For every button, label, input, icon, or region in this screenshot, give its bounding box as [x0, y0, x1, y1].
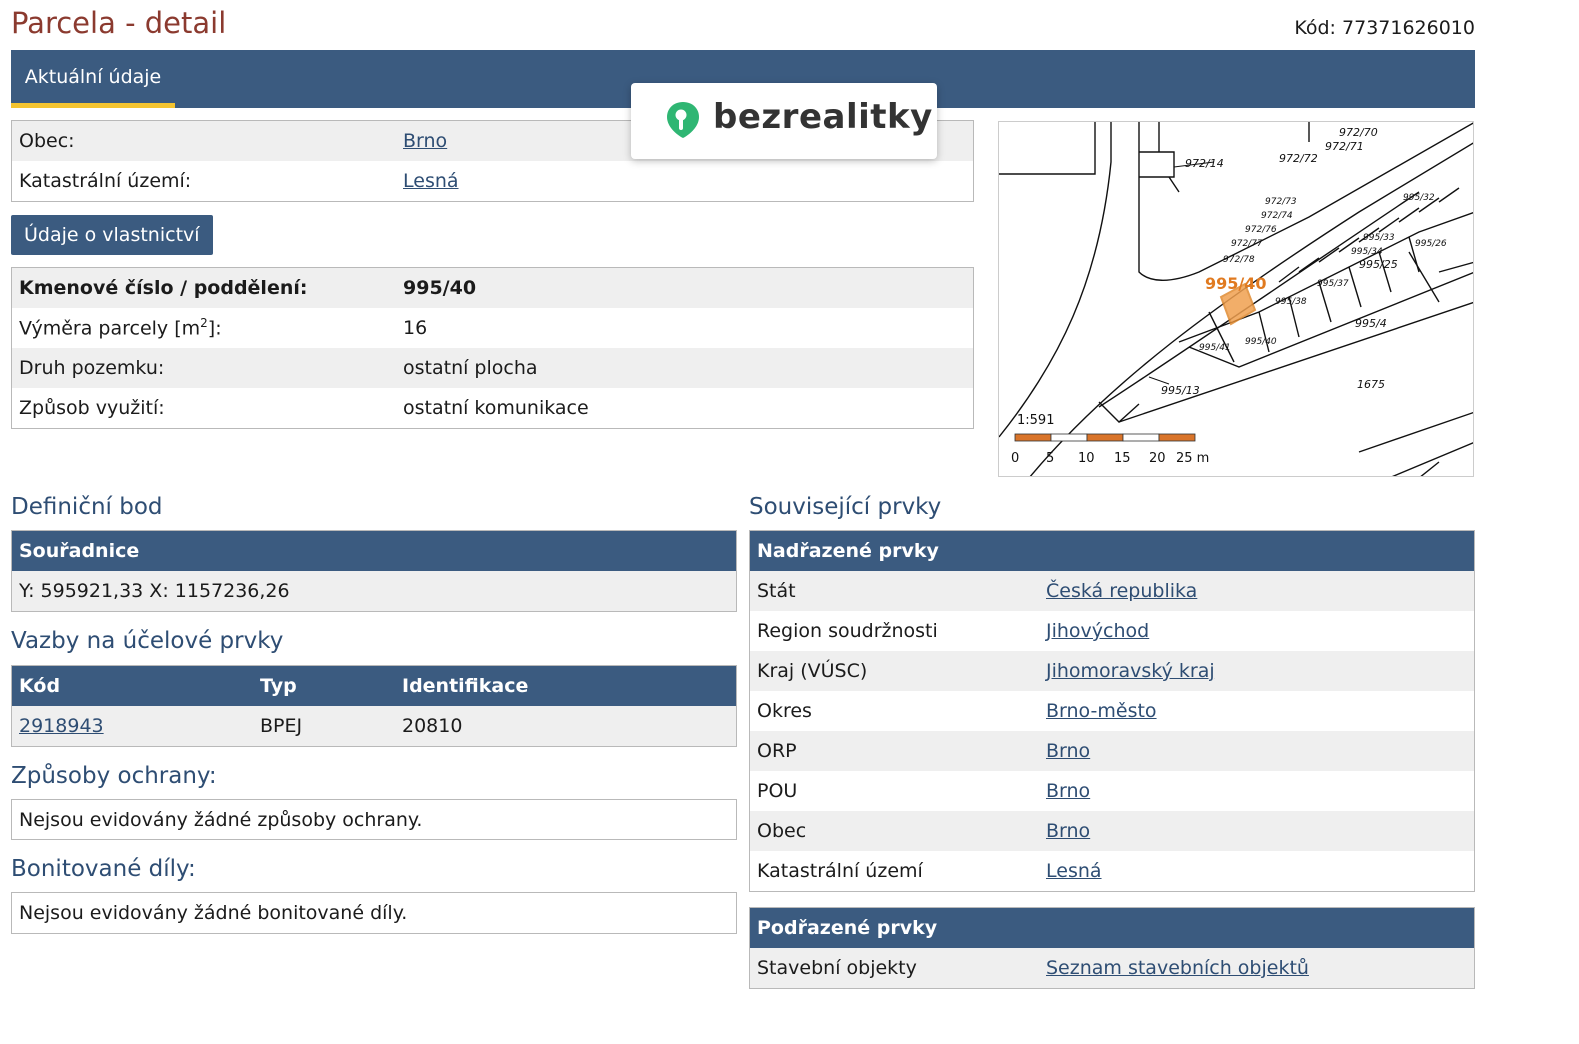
- location-label: Obec:: [12, 121, 396, 161]
- map-label: 995/13: [1161, 384, 1200, 397]
- parent-link[interactable]: Brno-město: [1046, 700, 1157, 722]
- map-label: 972/71: [1325, 140, 1364, 153]
- map-label: 972/73: [1265, 197, 1297, 207]
- table-row: [750, 731, 1474, 771]
- table-row: [750, 851, 1474, 891]
- parent-link[interactable]: Jihovýchod: [1046, 620, 1150, 642]
- logo-text: bezrealitky: [713, 97, 933, 137]
- map-label: 972/14: [1185, 157, 1224, 170]
- cadastral-area-link[interactable]: Lesná: [403, 170, 459, 192]
- table-row: [750, 811, 1474, 851]
- parent-elements-table: [749, 530, 1475, 892]
- code-label: Kód:: [1294, 17, 1336, 39]
- map-label: 995/26: [1415, 239, 1447, 249]
- related-heading: Související prvky: [749, 494, 942, 520]
- map-label: 995/38: [1275, 297, 1307, 307]
- land-use-value: ostatní komunikace: [396, 388, 973, 428]
- table-row: [12, 348, 973, 388]
- scale-tick: 20: [1149, 451, 1166, 466]
- bonit-heading: Bonitované díly:: [11, 856, 196, 882]
- parent-link[interactable]: Česká republika: [1046, 580, 1198, 602]
- table-row: [12, 308, 973, 348]
- table-row: [750, 571, 1474, 611]
- land-type-value: ostatní plocha: [396, 348, 973, 388]
- parcel-code: [1290, 17, 1475, 39]
- map-label: 995/25: [1359, 258, 1398, 271]
- parent-link[interactable]: Brno: [1046, 780, 1091, 802]
- table-row: [750, 948, 1474, 988]
- bpej-identification: 20810: [395, 706, 736, 746]
- map-label: 972/72: [1279, 152, 1318, 165]
- table-row: [750, 771, 1474, 811]
- bezrealitky-logo: [631, 83, 937, 159]
- table-row: [12, 388, 973, 428]
- parent-elements-header: Nadřazené prvky: [750, 531, 1474, 571]
- parent-link[interactable]: Lesná: [1046, 860, 1102, 882]
- map-label: 972/77: [1231, 239, 1263, 249]
- municipality-link[interactable]: Brno: [403, 130, 448, 152]
- parent-label: Region soudržnosti: [750, 611, 1039, 651]
- table-row: [12, 161, 973, 201]
- bpej-code-link[interactable]: 2918943: [19, 715, 104, 737]
- map-label: 1675: [1357, 378, 1385, 391]
- purpose-links-heading: Vazby na účelové prvky: [11, 628, 284, 654]
- map-label: 995/33: [1363, 233, 1395, 243]
- parent-label: Stát: [750, 571, 1039, 611]
- ownership-button[interactable]: Údaje o vlastnictví: [11, 215, 213, 255]
- column-header-identification: Identifikace: [395, 666, 736, 706]
- map-scale: 1:591: [1017, 413, 1055, 428]
- scale-tick: 15: [1114, 451, 1131, 466]
- bonit-note: Nejsou evidovány žádné bonitované díly.: [11, 892, 737, 934]
- map-label: 995/40: [1245, 337, 1277, 347]
- parent-label: ORP: [750, 731, 1039, 771]
- parent-label: Kraj (VÚSC): [750, 651, 1039, 691]
- column-header-code: Kód: [12, 666, 253, 706]
- table-row: [750, 691, 1474, 731]
- parent-label: POU: [750, 771, 1039, 811]
- scale-tick: 10: [1078, 451, 1095, 466]
- map-label: 972/70: [1339, 126, 1378, 139]
- protection-note: Nejsou evidovány žádné způsoby ochrany.: [11, 799, 737, 840]
- tab-current-data[interactable]: Aktuální údaje: [11, 50, 175, 108]
- coordinates-table: [11, 530, 737, 612]
- map-label: 972/78: [1223, 255, 1255, 265]
- map-label: 972/76: [1245, 225, 1277, 235]
- column-header-type: Typ: [253, 666, 395, 706]
- map-label: 995/34: [1351, 247, 1383, 257]
- location-label: Katastrální území:: [12, 161, 396, 201]
- parcel-map-label: 995/40: [1205, 274, 1267, 293]
- coordinates-value: Y: 595921,33 X: 1157236,26: [12, 571, 736, 611]
- code-value: 77371626010: [1342, 17, 1475, 39]
- bpej-type: BPEJ: [253, 706, 395, 746]
- coordinates-header: Souřadnice: [12, 531, 736, 571]
- map-label: 995/32: [1403, 193, 1435, 203]
- parent-link[interactable]: Brno: [1046, 820, 1091, 842]
- cadastral-map[interactable]: [998, 121, 1474, 477]
- land-type-label: Druh pozemku:: [12, 348, 396, 388]
- scale-tick: 5: [1046, 451, 1055, 466]
- scale-tick: 25 m: [1176, 451, 1210, 466]
- scale-tick: 0: [1011, 451, 1020, 466]
- parcel-attributes-table: [11, 267, 974, 429]
- table-row: [750, 651, 1474, 691]
- child-label: Stavební objekty: [750, 948, 1039, 988]
- parent-label: Okres: [750, 691, 1039, 731]
- parcel-number-label: Kmenové číslo / poddělení:: [12, 268, 396, 308]
- child-elements-header: Podřazené prvky: [750, 908, 1474, 948]
- purpose-links-table: [11, 665, 737, 747]
- parent-link[interactable]: Brno: [1046, 740, 1091, 762]
- page-title: Parcela - detail: [11, 6, 227, 40]
- protection-heading: Způsoby ochrany:: [11, 763, 217, 789]
- table-row: [750, 611, 1474, 651]
- scale-bar: [1015, 434, 1195, 441]
- table-row: [12, 571, 736, 611]
- map-label: 972/74: [1261, 211, 1293, 221]
- table-row: [12, 706, 736, 746]
- parent-label: Katastrální území: [750, 851, 1039, 891]
- definition-point-heading: Definiční bod: [11, 494, 163, 520]
- parcel-number-value: 995/40: [396, 268, 973, 308]
- map-drawing: [999, 122, 1474, 477]
- land-use-label: Způsob využití:: [12, 388, 396, 428]
- parent-label: Obec: [750, 811, 1039, 851]
- parcel-area-label: Výměra parcely $[m^2]$:: [12, 308, 396, 348]
- map-label: 995/37: [1317, 279, 1349, 289]
- map-label: 995/41: [1199, 343, 1231, 353]
- parcel-area-value: 16: [396, 308, 973, 348]
- building-objects-link[interactable]: Seznam stavebních objektů: [1046, 957, 1309, 979]
- parent-link[interactable]: Jihomoravský kraj: [1046, 660, 1215, 682]
- map-label: 995/4: [1355, 317, 1387, 330]
- map-pin-icon: [665, 100, 701, 140]
- table-row: [12, 268, 973, 308]
- child-elements-table: [749, 907, 1475, 989]
